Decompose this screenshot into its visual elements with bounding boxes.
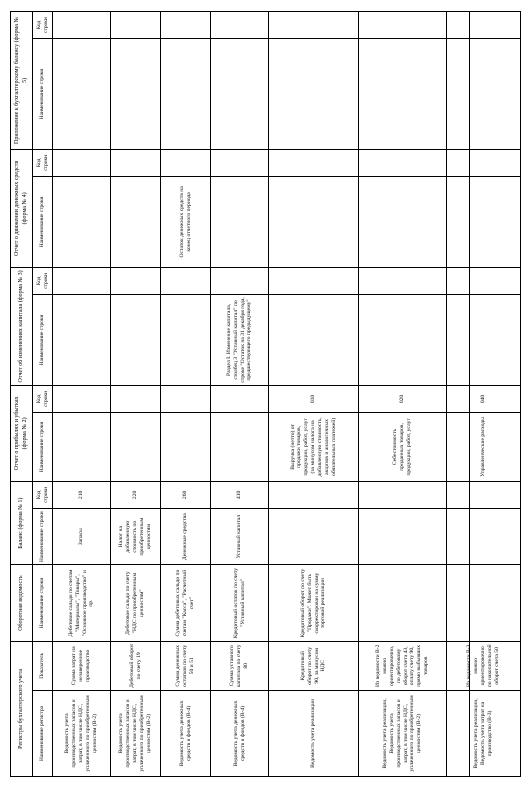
cell-capital-name bbox=[359, 294, 447, 385]
table-row bbox=[447, 12, 521, 777]
cell-appendix-code bbox=[359, 12, 447, 39]
cell-balance-code bbox=[447, 481, 521, 508]
cell-appendix-name bbox=[269, 39, 359, 150]
cell-appendix-name bbox=[211, 39, 269, 150]
cell-indicator: Кредитовый оборот по счету 90, за минусом НДС bbox=[269, 641, 359, 690]
cell-appendix-name bbox=[447, 39, 521, 150]
cell-appendix-code bbox=[269, 12, 359, 39]
subheader-indicator: Показатель bbox=[33, 641, 53, 690]
cell-cf-name bbox=[211, 176, 269, 267]
cell-pl-name bbox=[211, 413, 269, 482]
table-row bbox=[53, 12, 111, 777]
cell-turnover: Сумма дебетовых сальдо по счетам "Касса", "Расчетный счет" bbox=[161, 565, 211, 641]
cell-pl-code bbox=[161, 385, 211, 412]
group-header-registers: Регистры бухгалтерского учета bbox=[11, 641, 33, 776]
cell-turnover bbox=[447, 565, 521, 641]
cell-cf-name bbox=[111, 176, 161, 267]
cell-appendix-name bbox=[359, 39, 447, 150]
cell-balance-name: Налог на добавленную стоимость по приобретенным ценностям bbox=[111, 508, 161, 565]
subheader-capital-line-name: Наименование строки bbox=[33, 294, 53, 385]
cell-register: Ведомость учета производственных запасов и затрат, в том числе НДС, уплаченного по приобретенным ценностям (В-2) bbox=[111, 690, 161, 776]
cell-register: Ведомость учета денежных средств и фондов (В-4) bbox=[161, 690, 211, 776]
cell-balance-code bbox=[359, 481, 447, 508]
cell-indicator: Сумма уставного капитала по счету 80 bbox=[211, 641, 269, 690]
cell-pl-code: 020 bbox=[359, 385, 447, 412]
subheader-pl-line-name: Наименование строки bbox=[33, 413, 53, 482]
cell-turnover: Дебетовое сальдо по счету "НДС по приобретенным ценностям" bbox=[111, 565, 161, 641]
cell-pl-code: 040 bbox=[447, 385, 521, 412]
cell-cf-name bbox=[53, 176, 111, 267]
table-row bbox=[359, 12, 447, 777]
cell-turnover: Кредитовый оборот по счету "Продажи". Может быть скорректирован на сумму торговой реализации bbox=[269, 565, 359, 641]
cell-cf-name bbox=[269, 176, 359, 267]
cell-register: Ведомость учета реализации, Ведомость учета затрат на производство (В-3) bbox=[447, 690, 521, 776]
cell-pl-code bbox=[111, 385, 161, 412]
cell-appendix-code bbox=[161, 12, 211, 39]
cell-appendix-name bbox=[161, 39, 211, 150]
group-header-profit-loss: Отчет о прибылях и убытках (форма № 2) bbox=[11, 385, 33, 481]
cell-pl-name bbox=[111, 413, 161, 482]
cell-capital-name bbox=[111, 294, 161, 385]
cell-pl-code bbox=[211, 385, 269, 412]
cell-pl-name: Выручка (нетто) от продажи товаров, продукции, работ, услуг (за минусом налога на добавленную стоимость, акцизов и аналогичных обязательных платежей) bbox=[269, 413, 359, 482]
cell-cf-code bbox=[161, 149, 211, 176]
cell-balance-name bbox=[359, 508, 447, 565]
cell-indicator: Дебетовый оборот по счету 19 bbox=[111, 641, 161, 690]
cell-balance-code bbox=[269, 481, 359, 508]
cell-register: Ведомость учета реализации, Ведомость учета производственных запасов и затрат, в том числе НДС, уплаченного по приобретенным ценностям (В-2) bbox=[359, 690, 447, 776]
cell-cf-code bbox=[53, 149, 111, 176]
cell-register: Ведомость учета денежных средств и фондов (В-4) bbox=[211, 690, 269, 776]
cell-capital-name bbox=[269, 294, 359, 385]
cell-turnover bbox=[359, 565, 447, 641]
cell-balance-name: Запасы bbox=[53, 508, 111, 565]
cell-capital-name bbox=[447, 294, 521, 385]
cell-indicator: Из ведомости В-2 можно ориентировочно, по дебетовому оборот счета 43, оплату счету 90, прямо выбывших товаров bbox=[359, 641, 447, 690]
cell-capital-code bbox=[447, 267, 521, 294]
cell-cf-code bbox=[211, 149, 269, 176]
cell-appendix-name bbox=[53, 39, 111, 150]
cell-pl-code: 010 bbox=[269, 385, 359, 412]
cell-pl-name bbox=[161, 413, 211, 482]
cell-turnover: Дебетовое сальдо по счетам "Материалы", "Товары", "Основное производство" и пр. bbox=[53, 565, 111, 641]
table-row bbox=[211, 12, 269, 777]
rotated-table-frame bbox=[10, 11, 500, 777]
group-header-capital: Отчет об изменениях капитала (форма № 3) bbox=[11, 267, 33, 385]
cell-capital-name bbox=[53, 294, 111, 385]
subheader-register-name: Наименование регистра bbox=[33, 690, 53, 776]
cell-balance-code: 210 bbox=[53, 481, 111, 508]
cell-balance-code: 220 bbox=[111, 481, 161, 508]
cell-capital-name: Раздел I. Изменение капитала, столбец 3 "Уставный капитал" по строке "Остаток на 31 декабря года, предшествующего предыдущему" bbox=[211, 294, 269, 385]
cell-cf-name bbox=[359, 176, 447, 267]
cell-capital-code bbox=[111, 267, 161, 294]
cell-capital-code bbox=[161, 267, 211, 294]
cell-appendix-name bbox=[111, 39, 161, 150]
subheader-pl-line-code: Код строки bbox=[33, 385, 53, 412]
cell-indicator: Из ведомости В-3 можно ориентировочно по накопительной оборот счета 50 bbox=[447, 641, 521, 690]
cell-register: Ведомость учета производственных запасов и затрат, в том числе НДС, уплаченного по приобретенным ценностям (В-2) bbox=[53, 690, 111, 776]
cell-balance-name bbox=[269, 508, 359, 565]
table-row bbox=[111, 12, 161, 777]
cell-capital-name bbox=[161, 294, 211, 385]
cell-capital-code bbox=[211, 267, 269, 294]
cell-cf-code bbox=[269, 149, 359, 176]
cell-pl-name: Себестоимость проданных товаров, продукции, работ, услуг bbox=[359, 413, 447, 482]
subheader-appendix-line-name: Наименование строки bbox=[33, 39, 53, 150]
group-header-appendix: Приложение к бухгалтерскому балансу (форма № 5) bbox=[11, 12, 33, 150]
group-header-balance: Баланс (форма № 1) bbox=[11, 481, 33, 565]
cell-appendix-code bbox=[211, 12, 269, 39]
cell-capital-code bbox=[269, 267, 359, 294]
cell-pl-code bbox=[53, 385, 111, 412]
cell-cf-name: Остаток денежных средств на конец отчетного периода bbox=[161, 176, 211, 267]
cell-pl-name: Управленческие расходы bbox=[447, 413, 521, 482]
cell-capital-code bbox=[53, 267, 111, 294]
cell-cf-code bbox=[111, 149, 161, 176]
cell-capital-code bbox=[359, 267, 447, 294]
table-row bbox=[269, 12, 359, 777]
cell-balance-name: Денежные средства bbox=[161, 508, 211, 565]
subheader-cf-line-name: Наименование строки bbox=[33, 176, 53, 267]
cell-balance-name: Уставный капитал bbox=[211, 508, 269, 565]
group-header-turnover: Оборотная ведомость bbox=[11, 565, 33, 641]
cell-indicator: Сумма затрат на незаверенное производство bbox=[53, 641, 111, 690]
cell-appendix-code bbox=[53, 12, 111, 39]
subheader-appendix-line-code: Код строки bbox=[33, 12, 53, 39]
subheader-capital-line-code: Код строки bbox=[33, 267, 53, 294]
subheader-cf-line-code: Код строки bbox=[33, 149, 53, 176]
cell-balance-name bbox=[447, 508, 521, 565]
cell-cf-code bbox=[447, 149, 521, 176]
cell-turnover: Кредитовый остаток по счету "Уставный капитал" bbox=[211, 565, 269, 641]
cell-indicator: Сумма денежных остатков по счету 50 и 51 bbox=[161, 641, 211, 690]
cell-balance-code: 410 bbox=[211, 481, 269, 508]
mapping-table bbox=[10, 11, 521, 777]
table-row bbox=[161, 12, 211, 777]
cell-cf-name bbox=[447, 176, 521, 267]
cell-cf-code bbox=[359, 149, 447, 176]
cell-appendix-code bbox=[111, 12, 161, 39]
subheader-balance-line-code: Код строки bbox=[33, 481, 53, 508]
cell-appendix-code bbox=[447, 12, 521, 39]
cell-balance-code: 260 bbox=[161, 481, 211, 508]
subheader-turnover-line: Наименование строки bbox=[33, 565, 53, 641]
cell-pl-name bbox=[53, 413, 111, 482]
subheader-balance-line-name: Наименование строки bbox=[33, 508, 53, 565]
cell-register: Ведомость учета реализации bbox=[269, 690, 359, 776]
group-header-cash-flow: Отчет о движении денежных средств (форма № 4) bbox=[11, 149, 33, 267]
